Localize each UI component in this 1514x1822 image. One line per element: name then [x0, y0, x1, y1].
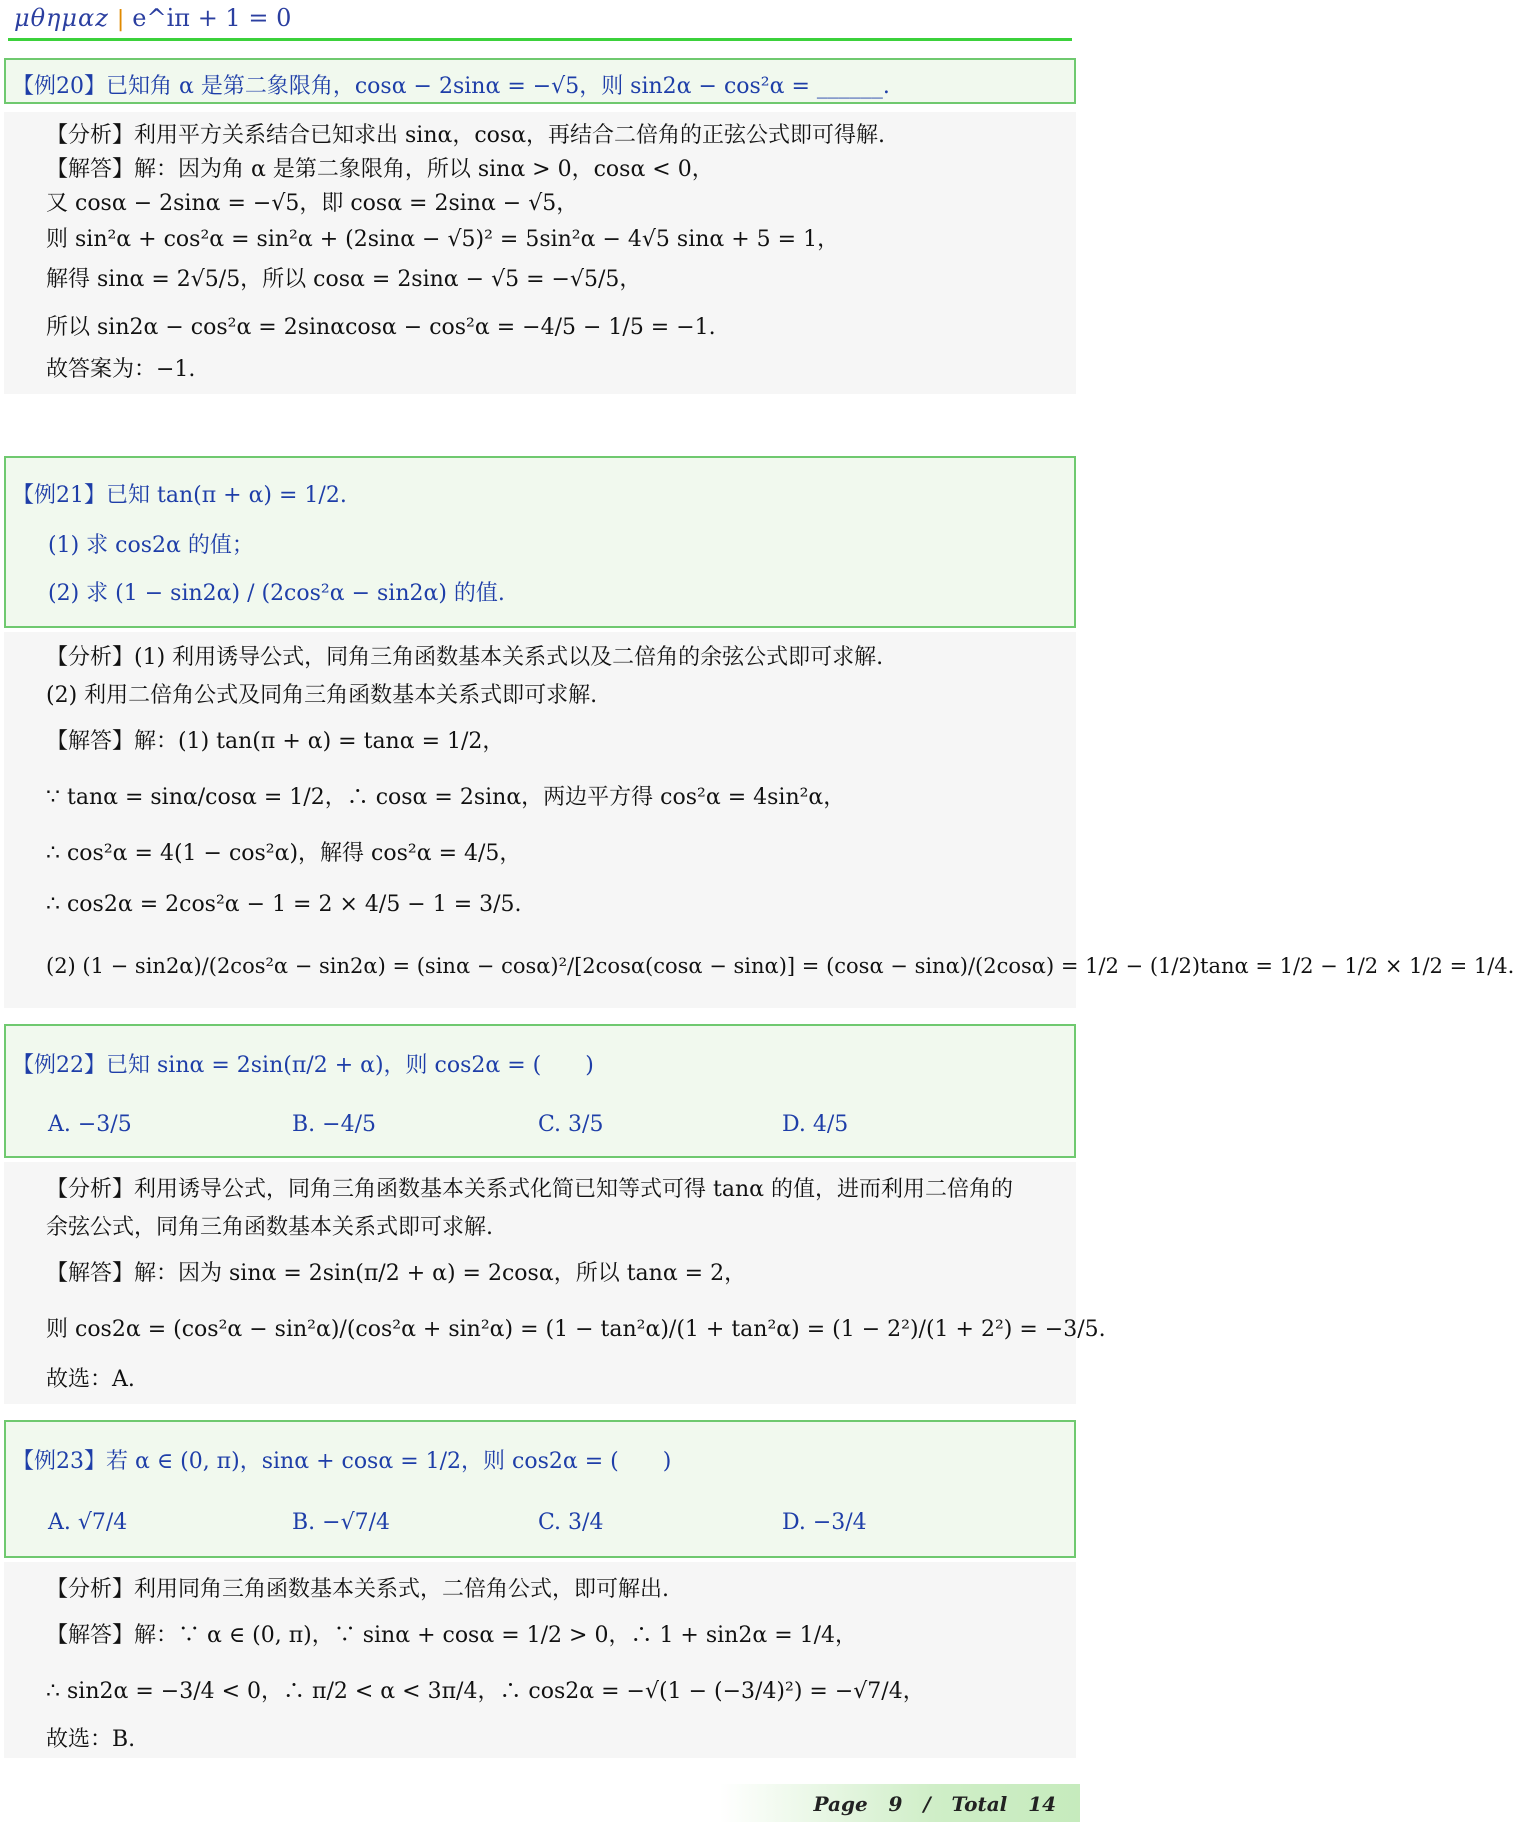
ex23-line-3: ∴ sin2α = −3/4 < 0，∴ π/2 < α < 3π/4，∴ cos2α = −√(1 − (−3/4)²) = −√7/4，: [46, 1679, 925, 1704]
ex21-line-5: ∴ cos²α = 4(1 − cos²α)，解得 cos²α = 4/5，: [46, 841, 522, 866]
example-21-part-2: (2) 求 (1 − sin2α) / (2cos²α − sin2α) 的值.: [48, 581, 505, 606]
page-footer: [720, 1784, 1080, 1822]
ex22-line-5: 故选：A.: [46, 1367, 135, 1392]
example-20-box: [4, 58, 1076, 104]
ex20-line-6: 所以 sin2α − cos²α = 2sinαcosα − cos²α = −4/5 − 1/5 = −1.: [46, 315, 716, 340]
example-20-question: 【例20】已知角 α 是第二象限角，cosα − 2sinα = −√5，则 sin2α − cos²α = ______.: [12, 74, 890, 99]
example-22-solution: [4, 1162, 1106, 1404]
ex23-line-2: 【解答】解：∵ α ∈ (0, π)，∵ sinα + cosα = 1/2 > 0，∴ 1 + sin2α = 1/4，: [46, 1623, 858, 1648]
ex22-line-2: 余弦公式，同角三角函数基本关系式即可求解.: [46, 1215, 493, 1240]
example-20-solution: [4, 112, 1076, 394]
ex20-line-3: 又 cosα − 2sinα = −√5，即 cosα = 2sinα − √5，: [46, 191, 579, 216]
ex21-line-2: (2) 利用二倍角公式及同角三角函数基本关系式即可求解.: [46, 683, 598, 708]
header-divider: [8, 38, 1072, 41]
header-separator: |: [116, 7, 125, 32]
example-23-solution: [4, 1562, 1076, 1758]
example-23-question: 【例23】若 α ∈ (0, π)，sinα + cosα = 1/2，则 cos2α = ( ): [12, 1449, 672, 1474]
ex20-line-4: 则 sin²α + cos²α = sin²α + (2sinα − √5)² = 5sin²α − 4√5 sinα + 5 = 1，: [46, 227, 840, 252]
ex23-option-c: C. 3/4: [538, 1510, 604, 1535]
ex23-option-a: A. √7/4: [48, 1510, 128, 1535]
page-indicator: Page 9 / Total 14: [813, 1792, 1056, 1816]
ex20-line-1: 【分析】利用平方关系结合已知求出 sinα，cosα，再结合二倍角的正弦公式即可得解.: [46, 123, 886, 148]
example-23-box: [4, 1420, 1076, 1558]
ex21-line-6: ∴ cos2α = 2cos²α − 1 = 2 × 4/5 − 1 = 3/5.: [46, 892, 522, 917]
ex23-option-b: B. −√7/4: [292, 1510, 391, 1535]
ex21-line-1: 【分析】(1) 利用诱导公式，同角三角函数基本关系式以及二倍角的余弦公式即可求解.: [46, 645, 884, 670]
ex22-line-4: 则 cos2α = (cos²α − sin²α)/(cos²α + sin²α) = (1 − tan²α)/(1 + tan²α) = (1 − 2²)/(1 + 2²) = −3/5.: [46, 1317, 1106, 1342]
example-21-question: 【例21】已知 tan(π + α) = 1/2.: [12, 483, 347, 508]
ex23-line-4: 故选：B.: [46, 1727, 136, 1752]
ex21-line-4: ∵ tanα = sinα/cosα = 1/2，∴ cosα = 2sinα，两边平方得 cos²α = 4sin²α，: [46, 785, 846, 810]
ex23-line-1: 【分析】利用同角三角函数基本关系式，二倍角公式，即可解出.: [46, 1577, 669, 1602]
example-22-box: [4, 1024, 1076, 1158]
ex23-option-d: D. −3/4: [782, 1510, 867, 1535]
ex20-line-5: 解得 sinα = 2√5/5，所以 cosα = 2sinα − √5 = −√5/5，: [46, 267, 642, 292]
example-21-solution: [4, 632, 1514, 1008]
header-bar: [14, 4, 291, 32]
ex21-line-3: 【解答】解：(1) tan(π + α) = tanα = 1/2，: [46, 729, 505, 754]
ex22-option-d: D. 4/5: [782, 1112, 849, 1137]
ex22-option-c: C. 3/5: [538, 1112, 604, 1137]
example-21-part-1: (1) 求 cos2α 的值；: [48, 533, 254, 558]
ex22-option-b: B. −4/5: [292, 1112, 376, 1137]
ex20-line-7: 故答案为：−1.: [46, 357, 196, 382]
brand-logo: μθημαz: [14, 4, 109, 32]
example-21-box: [4, 456, 1076, 628]
example-22-question: 【例22】已知 sinα = 2sin(π/2 + α)，则 cos2α = ( ): [12, 1053, 594, 1078]
ex21-line-7: (2) (1 − sin2α)/(2cos²α − sin2α) = (sinα − cosα)²/[2cosα(cosα − sinα)] = (cosα − sinα)/(2cosα) = 1/2 − (1/2)tanα = 1/2 − 1/2 × 1/2 = 1/4.: [46, 954, 1514, 978]
ex20-line-2: 【解答】解：因为角 α 是第二象限角，所以 sinα > 0，cosα < 0，: [46, 157, 714, 182]
ex22-line-1: 【分析】利用诱导公式，同角三角函数基本关系式化简已知等式可得 tanα 的值，进而利用二倍角的: [46, 1177, 1013, 1202]
header-formula: e^iπ + 1 = 0: [132, 4, 292, 32]
ex22-line-3: 【解答】解：因为 sinα = 2sin(π/2 + α) = 2cosα，所以 tanα = 2，: [46, 1261, 747, 1286]
ex22-option-a: A. −3/5: [48, 1112, 132, 1137]
